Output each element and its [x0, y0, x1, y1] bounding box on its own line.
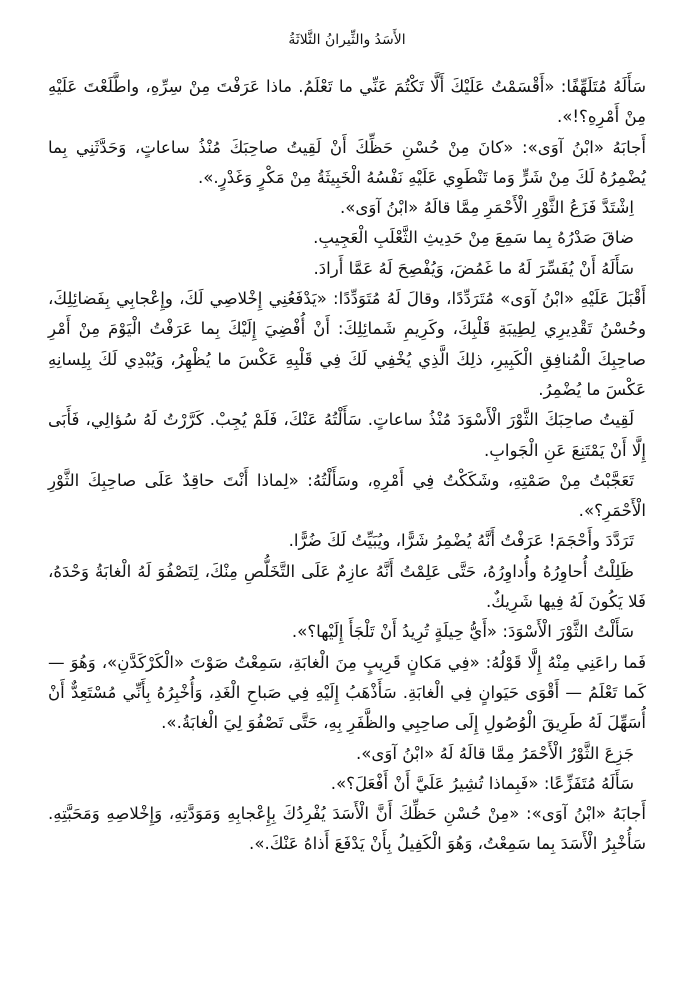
paragraph: سَأَلَهُ مُتَلَهِّفًا: «أَقْسَمْتُ عَلَيْكَ أَلَّا تَكْتُمَ عَنِّي ما تَعْلَمُ. ماذا عَرَفْتَ مِنْ سِرِّهِ، واطَّلَعْتَ عَلَيْهِ مِنْ أَمْرِهِ؟!».: [48, 77, 646, 127]
paragraph: ظَلِلْتُ أُحاوِرُهُ وأُداوِرُهُ، حَتَّى عَلِمْتُ أَنَّهُ عازِمٌ عَلَى التَّخَلُّصِ مِنْكَ، لِتَصْفُوَ لَهُ الْغابَةُ وَحْدَهُ، فَلا يَكُونَ لَهُ فِيها شَرِيكٌ.: [48, 561, 646, 612]
paragraph: سَأَلَهُ مُتَفَزِّعًا: «فَبِماذا تُشِيرُ عَلَيَّ أَنْ أَفْعَلَ؟».: [330, 773, 634, 793]
paragraph: تَعَجَّبْتُ مِنْ صَمْتِهِ، وشَكَكْتُ فِي أَمْرِهِ، وسَأَلْتُهُ: «لِماذا أَنْتَ حاقِدٌ عَلَى صاحِبِكَ الثَّوْرِ الْأَحْمَرِ؟».: [48, 470, 646, 521]
paragraph: اِشْتَدَّ فَزَعُ الثَّوْرِ الْأَحْمَرِ مِمَّا قالَهُ «ابْنُ آوَى».: [339, 198, 634, 218]
paragraph: أَجابَهُ «ابْنُ آوَى»: «كانَ مِنْ حُسْنِ حَظِّكَ أَنْ لَقِيتُ صاحِبَكَ مُنْذُ ساعاتٍ، وَحَدَّثَنِي بِما يُضْمِرُهُ لَكَ مِنْ شَرٍّ وَما تَنْطَوِي عَلَيْهِ نَفْسُهُ الْخَبِيثَةُ مِنْ مَكْرٍ وَغَدْرٍ.».: [48, 137, 646, 187]
paragraph: سَأَلْتُ الثَّوْرَ الْأَسْوَدَ: «أَيُّ حِيلَةٍ تُرِيدُ أَنْ تَلْجَأَ إِلَيْها؟».: [291, 622, 634, 642]
paragraph: جَزِعَ الثَّوْرُ الْأَحْمَرُ مِمَّا قالَهُ لَهُ «ابْنُ آوَى».: [355, 743, 634, 763]
story-text: [48, 72, 646, 860]
paragraph: ضاقَ صَدْرُهُ بِما سَمِعَ مِنْ حَدِيثِ الثَّعْلَبِ الْعَجِيبِ.: [313, 228, 634, 248]
paragraph: سَأَلَهُ أَنْ يُفَسِّرَ لَهُ ما غَمُضَ، وَيُفْصِحَ لَهُ عَمَّا أَرادَ.: [313, 258, 634, 278]
paragraph: تَرَدَّدَ وأَحْجَمَ! عَرَفْتُ أَنَّهُ يُضْمِرُ شَرًّا، ويُبَيِّتُ لَكَ ضُرًّا.: [288, 531, 634, 551]
paragraph: أَجابَهُ «ابْنُ آوَى»: «مِنْ حُسْنِ حَظِّكَ أَنَّ الْأَسَدَ يُفْرِدُكَ بِإِعْجابِهِ وَمَوَدَّتِهِ، وَإِخْلاصِهِ وَمَحَبَّتِهِ. سَأُخْبِرُ الْأَسَدَ بِما سَمِعْتُ، وَهُوَ الْكَفِيلُ بِأَنْ يَدْفَعَ أَذاهُ عَنْكَ.».: [48, 804, 646, 854]
paragraph: لَقِيتُ صاحِبَكَ الثَّوْرَ الْأَسْوَدَ مُنْذُ ساعاتٍ. سَأَلْتُهُ عَنْكَ، فَلَمْ يُجِبْ. كَرَّرْتُ لَهُ سُؤالِي، فَأَبَى إِلَّا أَنْ يَمْتَنِعَ عَنِ الْجَوابِ.: [48, 410, 646, 460]
paragraph: أَقْبَلَ عَلَيْهِ «ابْنُ آوَى» مُتَرَدِّدًا، وقالَ لَهُ مُتَوَدِّدًا: «يَدْفَعُنِي إِخْلاصِي لَكَ، وإِعْجابِي بِفَضائِلِكَ، وحُسْنُ تَقْدِيرِي لِطِيبَةِ قَلْبِكَ، وكَرِيمِ شَمائِلِكَ: أَنْ أُفْضِيَ إِلَيْكَ بِما عَرَفْتُ الْيَوْمَ مِنْ أَمْرِ صاحِبِكَ الْمُنافِقِ الْكَبِيرِ، ذلِكَ الَّذِي يُخْفِي لَكَ فِي قَلْبِهِ عَكْسَ ما يُظْهِرُ، وَيُبْدِي لَكَ بِلِسانِهِ عَكْسَ ما يُضْمِرُ.: [48, 289, 646, 399]
paragraph: فَما راعَنِي مِنْهُ إِلَّا قَوْلُهُ: «فِي مَكانٍ قَرِيبٍ مِنَ الْغابَةِ، سَمِعْتُ صَوْتَ «الْكَرْكَدَّنِ»، وَهُوَ — كَما تَعْلَمُ — أَقْوَى حَيَوانٍ فِي الْغابَةِ. سَأَذْهَبُ إِلَيْهِ فِي صَباحِ الْغَدِ، وَأُخْبِرُهُ بِأَنِّي مُسْتَعِدٌّ أَنْ أُسَهِّلَ لَهُ طَرِيقَ الْوُصُولِ إِلَى صاحِبِي والظَّفَرِ بِهِ، حَتَّى تَصْفُوَ لِيَ الْغابَةُ.».: [48, 652, 646, 733]
page-header-title: الأَسَدُ والثِّيرانُ الثَّلاثَةُ: [288, 32, 406, 48]
